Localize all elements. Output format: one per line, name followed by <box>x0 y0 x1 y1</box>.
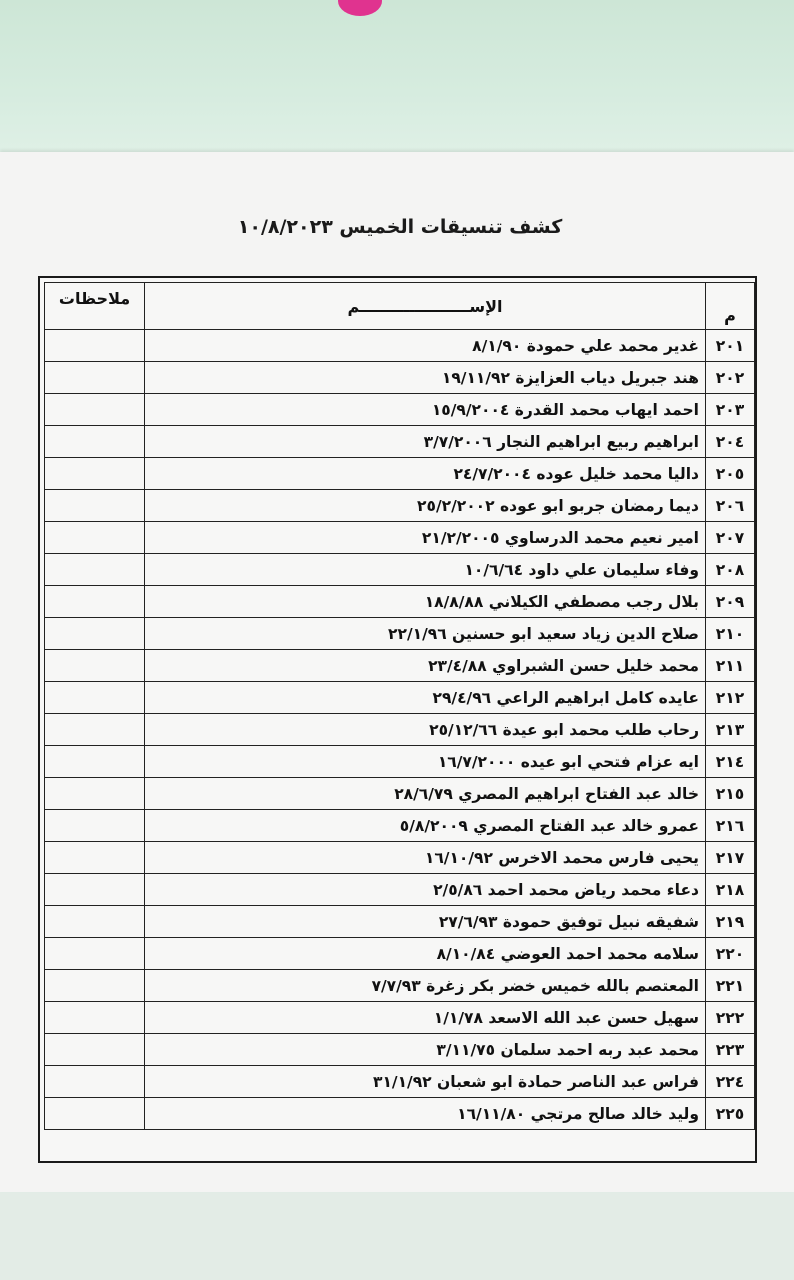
row-name: ايه عزام فتحي ابو عيده ١٦/٧/٢٠٠٠ <box>145 746 706 778</box>
row-name: ابراهيم ربيع ابراهيم النجار ٣/٧/٢٠٠٦ <box>145 426 706 458</box>
table-row <box>45 746 755 778</box>
table-row <box>45 490 755 522</box>
row-name: شفيقه نبيل توفيق حمودة ٢٧/٦/٩٣ <box>145 906 706 938</box>
row-name: دعاء محمد رياض محمد احمد ٢/٥/٨٦ <box>145 874 706 906</box>
row-notes <box>45 842 145 874</box>
row-number: ٢٠٩ <box>706 586 755 618</box>
table-row <box>45 426 755 458</box>
row-name: محمد خليل حسن الشبراوي ٢٣/٤/٨٨ <box>145 650 706 682</box>
table-row <box>45 1066 755 1098</box>
row-name: ديما رمضان جربو ابو عوده ٢٥/٢/٢٠٠٢ <box>145 490 706 522</box>
row-notes <box>45 554 145 586</box>
row-notes <box>45 810 145 842</box>
table-row <box>45 1034 755 1066</box>
row-name: وليد خالد صالح مرتجي ١٦/١١/٨٠ <box>145 1098 706 1130</box>
row-notes <box>45 586 145 618</box>
row-notes <box>45 458 145 490</box>
table-row <box>45 458 755 490</box>
table-row <box>45 810 755 842</box>
table-row <box>45 618 755 650</box>
background-wall <box>0 0 794 155</box>
row-notes <box>45 970 145 1002</box>
table-row <box>45 362 755 394</box>
row-number: ٢٠١ <box>706 330 755 362</box>
row-notes <box>45 938 145 970</box>
table-row <box>45 1002 755 1034</box>
document-title: كشف تنسيقات الخميس ١٠/٨/٢٠٢٣ <box>237 216 563 238</box>
row-number: ٢٢٤ <box>706 1066 755 1098</box>
header-number: م <box>706 283 755 330</box>
row-number: ٢١٢ <box>706 682 755 714</box>
background-surface <box>0 1185 794 1280</box>
row-notes <box>45 1034 145 1066</box>
row-number: ٢١٠ <box>706 618 755 650</box>
row-number: ٢٠٦ <box>706 490 755 522</box>
table-row <box>45 778 755 810</box>
row-name: فراس عبد الناصر حمادة ابو شعبان ٣١/١/٩٢ <box>145 1066 706 1098</box>
row-number: ٢٠٤ <box>706 426 755 458</box>
table-body <box>45 330 755 1130</box>
row-notes <box>45 650 145 682</box>
table-row <box>45 330 755 362</box>
row-number: ٢١٣ <box>706 714 755 746</box>
row-notes <box>45 906 145 938</box>
row-notes <box>45 426 145 458</box>
row-number: ٢١٧ <box>706 842 755 874</box>
table-row <box>45 586 755 618</box>
row-number: ٢٢١ <box>706 970 755 1002</box>
row-name: خالد عبد الفتاح ابراهيم المصري ٢٨/٦/٧٩ <box>145 778 706 810</box>
row-notes <box>45 330 145 362</box>
names-table <box>44 282 755 1130</box>
row-number: ٢٠٥ <box>706 458 755 490</box>
table-row <box>45 842 755 874</box>
row-notes <box>45 682 145 714</box>
row-number: ٢١٤ <box>706 746 755 778</box>
row-name: امير نعيم محمد الدرساوي ٢١/٢/٢٠٠٥ <box>145 522 706 554</box>
row-number: ٢٠٢ <box>706 362 755 394</box>
row-name: وفاء سليمان علي داود ١٠/٦/٦٤ <box>145 554 706 586</box>
table-row <box>45 906 755 938</box>
table-row <box>45 970 755 1002</box>
row-number: ٢١٥ <box>706 778 755 810</box>
row-name: صلاح الدين زياد سعيد ابو حسنين ٢٢/١/٩٦ <box>145 618 706 650</box>
table-row <box>45 714 755 746</box>
row-name: بلال رجب مصطفي الكيلاني ١٨/٨/٨٨ <box>145 586 706 618</box>
row-name: عايده كامل ابراهيم الراعي ٢٩/٤/٩٦ <box>145 682 706 714</box>
table-row <box>45 938 755 970</box>
row-name: داليا محمد خليل عوده ٢٤/٧/٢٠٠٤ <box>145 458 706 490</box>
row-notes <box>45 778 145 810</box>
row-notes <box>45 874 145 906</box>
row-number: ٢١٩ <box>706 906 755 938</box>
row-number: ٢٠٨ <box>706 554 755 586</box>
row-number: ٢٢٣ <box>706 1034 755 1066</box>
table-row <box>45 1098 755 1130</box>
row-number: ٢٢٥ <box>706 1098 755 1130</box>
row-number: ٢٠٧ <box>706 522 755 554</box>
table-header-row <box>45 283 755 330</box>
table-row <box>45 522 755 554</box>
row-name: احمد ايهاب محمد القدرة ١٥/٩/٢٠٠٤ <box>145 394 706 426</box>
row-notes <box>45 1002 145 1034</box>
row-name: رحاب طلب محمد ابو عيدة ٢٥/١٢/٦٦ <box>145 714 706 746</box>
row-notes <box>45 746 145 778</box>
row-notes <box>45 362 145 394</box>
table-row <box>45 650 755 682</box>
row-number: ٢١٨ <box>706 874 755 906</box>
row-name: سهيل حسن عبد الله الاسعد ١/١/٧٨ <box>145 1002 706 1034</box>
row-notes <box>45 490 145 522</box>
row-name: غدير محمد علي حمودة ٨/١/٩٠ <box>145 330 706 362</box>
header-notes: ملاحظات <box>45 283 145 330</box>
row-name: سلامه محمد احمد العوضي ٨/١٠/٨٤ <box>145 938 706 970</box>
table-row <box>45 554 755 586</box>
row-name: المعتصم بالله خميس خضر بكر زغرة ٧/٧/٩٣ <box>145 970 706 1002</box>
row-name: محمد عبد ربه احمد سلمان ٣/١١/٧٥ <box>145 1034 706 1066</box>
table-row <box>45 682 755 714</box>
row-number: ٢١١ <box>706 650 755 682</box>
row-number: ٢٠٣ <box>706 394 755 426</box>
row-notes <box>45 1098 145 1130</box>
table-row <box>45 874 755 906</box>
row-number: ٢٢٠ <box>706 938 755 970</box>
row-name: يحيى فارس محمد الاخرس ١٦/١٠/٩٢ <box>145 842 706 874</box>
row-notes <box>45 394 145 426</box>
row-notes <box>45 714 145 746</box>
row-notes <box>45 618 145 650</box>
table-row <box>45 394 755 426</box>
row-name: هند جبريل دياب العزايزة ١٩/١١/٩٢ <box>145 362 706 394</box>
row-name: عمرو خالد عبد الفتاح المصري ٥/٨/٢٠٠٩ <box>145 810 706 842</box>
header-name: الإســــــــــــــــــــم <box>145 283 706 330</box>
row-notes <box>45 1066 145 1098</box>
row-number: ٢١٦ <box>706 810 755 842</box>
row-number: ٢٢٢ <box>706 1002 755 1034</box>
row-notes <box>45 522 145 554</box>
